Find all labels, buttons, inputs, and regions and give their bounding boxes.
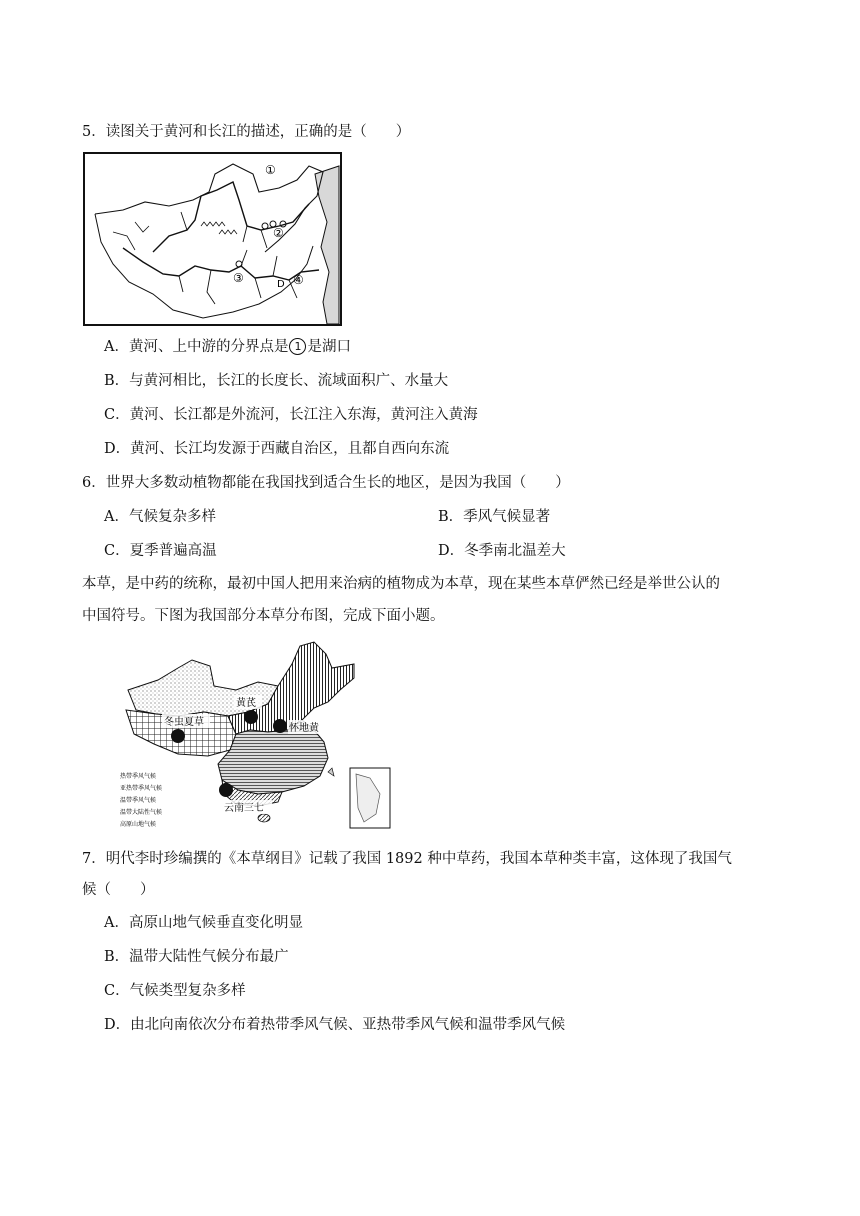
q6-option-d: D．冬季南北温差大 xyxy=(438,543,566,559)
herb-label-chongcao: 冬虫夏草 xyxy=(164,717,204,728)
legend-item-4: 温带大陆性气候 xyxy=(120,809,163,816)
q5-option-c: C．黄河、长江都是外流河，长江注入东海，黄河注入黄海 xyxy=(104,407,478,423)
q5-option-b: B．与黄河相比，长江的长度长、流域面积广、水量大 xyxy=(104,373,449,389)
map-label-1: ① xyxy=(265,163,276,177)
q6-option-a: A．气候复杂多样 xyxy=(104,509,216,525)
q7-option-a: A．高原山地气候垂直变化明显 xyxy=(104,915,303,931)
climate-legend xyxy=(118,772,162,828)
chongcao-point xyxy=(171,729,185,743)
q7-option-b: B．温带大陆性气候分布最广 xyxy=(104,949,289,965)
q5-option-a-suffix: 是湖口 xyxy=(307,339,351,355)
huangqi-point xyxy=(244,710,258,724)
q5-option-d: D．黄河、长江均发源于西藏自治区，且都自西向东流 xyxy=(104,441,450,457)
herb-distribution-map-figure xyxy=(118,638,398,833)
question-7-stem-line-2: 候（ ） xyxy=(82,882,155,898)
q5-option-a-prefix: A．黄河、上中游的分界点是 xyxy=(104,339,289,355)
intro-line-2: 中国符号。下图为我国部分本草分布图，完成下面小题。 xyxy=(82,608,445,624)
question-5-stem: 5．读图关于黄河和长江的描述，正确的是（ ） xyxy=(82,124,411,140)
map-label-d: D xyxy=(277,279,285,290)
circled-number-icon: 1 xyxy=(289,338,306,355)
q6-option-c: C．夏季普遍高温 xyxy=(104,543,217,559)
q6-option-b: B．季风气候显著 xyxy=(438,509,551,525)
sanqi-point xyxy=(219,783,233,797)
q5-option-a xyxy=(104,337,351,357)
map-label-2: ② xyxy=(273,226,284,240)
legend-item-2: 亚热带季风气候 xyxy=(120,785,163,792)
herb-label-huangqi: 黄芪 xyxy=(236,698,256,709)
legend-item-1: 热带季风气候 xyxy=(120,773,157,780)
dihuang-point xyxy=(273,719,287,733)
legend-item-5: 高原山地气候 xyxy=(120,821,157,828)
herb-label-sanqi: 云南三七 xyxy=(224,803,264,814)
question-7-stem-line-1: 7．明代李时珍编撰的《本草纲目》记载了我国 1892 种中草药，我国本草种类丰富，这体现了我国气 xyxy=(82,851,732,867)
q7-option-d: D．由北向南依次分布着热带季风气候、亚热带季风气候和温带季风气候 xyxy=(104,1017,566,1033)
herb-distribution-map xyxy=(118,638,398,833)
intro-line-1: 本草，是中药的统称，最初中国人把用来治病的植物成为本草，现在某些本草俨然已经是举世公认的 xyxy=(82,576,720,592)
q7-option-c: C．气候类型复杂多样 xyxy=(104,983,246,999)
map-label-3: ③ xyxy=(233,271,244,285)
herb-label-dihuang: 怀地黄 xyxy=(289,723,319,734)
rivers-map-figure xyxy=(83,152,342,326)
question-6-stem: 6．世界大多数动植物都能在我国找到适合生长的地区，是因为我国（ ） xyxy=(82,475,570,491)
legend-item-3: 温带季风气候 xyxy=(120,797,157,804)
map-label-4: ④ xyxy=(293,273,304,287)
rivers-map xyxy=(83,152,342,326)
